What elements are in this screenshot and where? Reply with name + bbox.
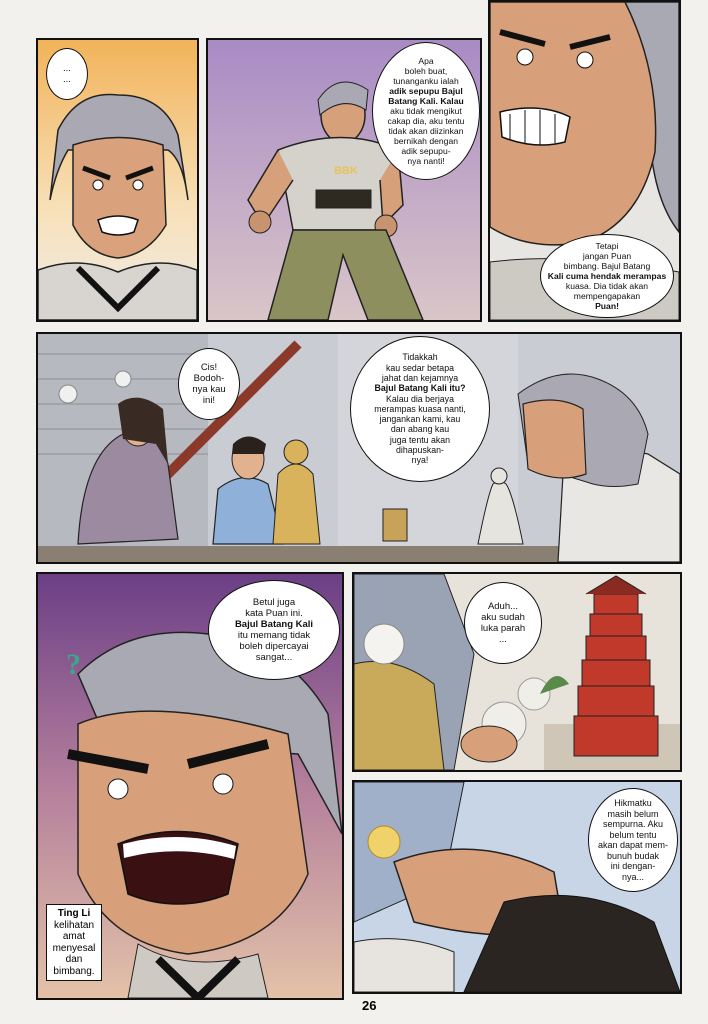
- bubble-line: sangat...: [255, 652, 293, 663]
- bubble-line: bunuh budak: [606, 850, 660, 861]
- speech-bubble-p4-right: [350, 336, 490, 482]
- bubble-line: juga tentu akan: [389, 434, 451, 445]
- bubble-line: ini!: [202, 395, 216, 406]
- bubble-line: Bodoh-: [193, 373, 225, 384]
- bubble-line: bimbang. Bajul Batang: [563, 261, 651, 271]
- bubble-line: Tetapi: [595, 241, 619, 251]
- thought-bubble-p5: [208, 580, 340, 680]
- bubble-line: jangankan kami, kau: [379, 414, 461, 425]
- bubble-line: tunanganku ialah: [393, 76, 459, 86]
- bubble-line: Kali cuma hendak merampas: [547, 271, 667, 281]
- bubble-line: Apa: [418, 56, 434, 66]
- speech-bubble-p4-left: [178, 348, 240, 420]
- bubble-line: Hikmatku: [614, 798, 652, 808]
- bubble-line: Aduh...: [487, 601, 519, 612]
- caption-line: bimbang.: [53, 965, 95, 977]
- caption-line: Ting Li: [57, 908, 91, 919]
- speech-bubble-p6: [464, 582, 542, 664]
- bubble-line: akan dapat mem-: [597, 840, 669, 850]
- bubble-line: Bajul Batang Kali itu?: [374, 383, 466, 394]
- bubble-line: ...: [499, 634, 507, 645]
- panel-4: [36, 332, 682, 564]
- question-mark: ?: [66, 648, 81, 681]
- bubble-line: belum tentu: [609, 829, 657, 840]
- bubble-line: kau sedar betapa: [386, 362, 454, 373]
- bubble-line: kata Puan ini.: [245, 608, 303, 619]
- speech-bubble-p1: [46, 48, 88, 100]
- bubble-line: dihapuskan-: [396, 445, 444, 456]
- bubble-line: dan abang kau: [390, 424, 450, 435]
- bubble-line: aku tidak mengikut: [390, 106, 462, 116]
- bubble-line: sempurna. Aku: [602, 819, 664, 829]
- bubble-line: masih belum: [607, 808, 659, 819]
- panel-5: [36, 572, 344, 1000]
- bubble-line: ...: [63, 74, 71, 85]
- bubble-line: cakap dia, aku tentu: [387, 116, 465, 126]
- panel-1: [36, 38, 199, 322]
- bubble-line: boleh buat,: [404, 66, 448, 76]
- bubble-line: Bajul Batang Kali: [234, 619, 314, 630]
- caption-line: menyesal: [52, 942, 96, 954]
- panel-7: [352, 780, 682, 994]
- caption-line: kelihatan: [53, 919, 95, 931]
- bubble-line: aku sudah: [481, 612, 525, 623]
- bubble-line: adik sepupu-: [401, 146, 451, 156]
- panel-3: [488, 0, 681, 322]
- speech-bubble-p7: [588, 788, 678, 892]
- panel-2: [206, 38, 482, 322]
- shirt-logo: BBK: [334, 165, 358, 177]
- bubble-line: adik sepupu Bajul: [389, 86, 463, 96]
- caption-box-p5: [46, 904, 102, 981]
- bubble-line: jangan Puan: [582, 251, 632, 261]
- bubble-line: nya...: [621, 871, 644, 882]
- bubble-line: Betul juga: [252, 597, 296, 608]
- caption-line: dan: [65, 954, 83, 965]
- bubble-line: kuasa. Dia tidak akan: [565, 281, 649, 291]
- bubble-line: Tidakkah: [402, 352, 438, 363]
- bubble-line: ...: [63, 63, 71, 74]
- bubble-line: ini dengan-: [610, 861, 656, 871]
- bubble-line: merampas kuasa nanti,: [374, 403, 466, 414]
- bubble-line: Kalau dia berjaya: [386, 393, 454, 404]
- caption-line: amat: [62, 931, 86, 942]
- bubble-line: nya nanti!: [407, 156, 445, 166]
- bubble-line: tidak akan diizinkan: [388, 126, 464, 136]
- bubble-line: luka parah: [480, 623, 526, 634]
- bubble-line: Batang Kali. Kalau: [388, 96, 464, 106]
- page-number: 26: [362, 998, 377, 1013]
- bubble-line: itu memang tidak: [237, 630, 311, 641]
- bubble-line: bernikah dengan: [393, 136, 459, 146]
- bubble-line: nya!: [411, 455, 429, 466]
- bubble-line: jahat dan kejamnya: [381, 372, 459, 383]
- bubble-line: boleh dipercayai: [239, 641, 309, 652]
- bubble-line: Cis!: [200, 362, 218, 373]
- speech-bubble-p3: [540, 234, 674, 318]
- panel-4-art: [38, 334, 680, 562]
- bubble-line: Puan!: [595, 301, 619, 311]
- speech-bubble-p2: [372, 42, 480, 180]
- panel-6: [352, 572, 682, 772]
- bubble-line: nya kau: [192, 384, 226, 395]
- bubble-line: mempengapakan: [573, 291, 641, 301]
